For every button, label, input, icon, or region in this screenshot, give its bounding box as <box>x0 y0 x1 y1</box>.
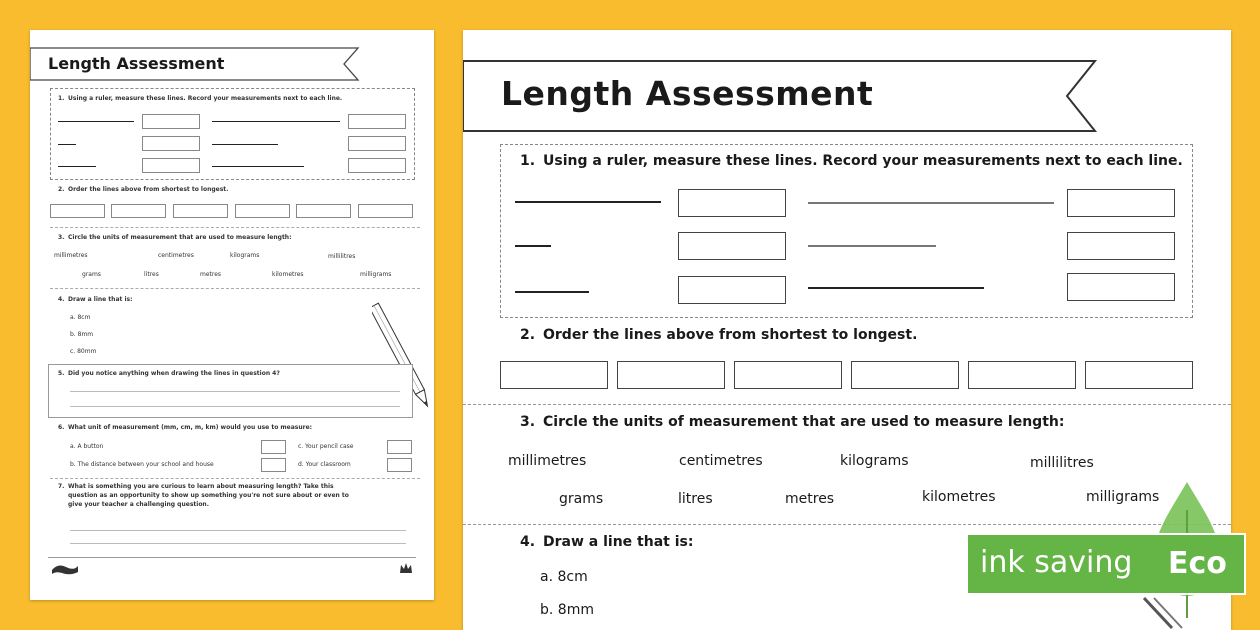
line-a-small <box>58 121 134 122</box>
measurement-box[interactable] <box>678 276 786 304</box>
measure-line-4 <box>808 245 936 247</box>
line-e-small <box>58 166 96 167</box>
q4-option-a: a. 8cm <box>540 569 588 585</box>
line-f-small <box>212 166 304 167</box>
q6-option-a-small: a. A button <box>70 443 104 450</box>
q6-answer-box-small[interactable] <box>387 458 412 472</box>
unit-milligrams[interactable]: milligrams <box>1086 489 1160 505</box>
q4-number-small: 4. <box>58 296 65 303</box>
eco-label: Eco <box>1168 546 1227 581</box>
writing-line-small <box>70 391 400 392</box>
q4-text-small: Draw a line that is: <box>68 296 133 303</box>
unit-kilograms[interactable]: kilograms <box>840 453 909 469</box>
writing-line-small <box>70 530 406 531</box>
answer-box-small[interactable] <box>142 158 200 173</box>
section-divider <box>463 404 1231 405</box>
q1-text: Using a ruler, measure these lines. Record your measurements next to each line. <box>543 153 1183 169</box>
answer-box-small[interactable] <box>142 136 200 151</box>
answer-box-small[interactable] <box>348 114 406 129</box>
q2-text-small: Order the lines above from shortest to longest. <box>68 186 229 193</box>
page-title: Length Assessment <box>501 74 874 113</box>
logo-icon <box>50 562 80 576</box>
unit-milligrams-small[interactable]: milligrams <box>360 271 392 278</box>
order-box-small[interactable] <box>50 204 105 218</box>
pen-nib-icon <box>1138 596 1198 630</box>
measure-line-2 <box>808 202 1054 204</box>
ink-saving-label: ink saving <box>980 545 1133 580</box>
q3-text-small: Circle the units of measurement that are used to measure length: <box>68 234 292 241</box>
q6-number-small: 6. <box>58 424 65 431</box>
order-box-4[interactable] <box>851 361 959 389</box>
unit-millimetres-small[interactable]: millimetres <box>54 252 88 259</box>
q2-number: 2. <box>520 327 536 343</box>
order-box-small[interactable] <box>235 204 290 218</box>
measurement-box[interactable] <box>678 189 786 217</box>
unit-kilometres[interactable]: kilometres <box>922 489 996 505</box>
order-box-small[interactable] <box>358 204 413 218</box>
worksheet-preview-small <box>30 30 434 600</box>
order-box-1[interactable] <box>500 361 608 389</box>
q3-number: 3. <box>520 414 536 430</box>
order-box-2[interactable] <box>617 361 725 389</box>
q7-text-line2-small: question as an opportunity to show up something you're not sure about or even to <box>68 492 349 499</box>
writing-line-small <box>70 406 400 407</box>
q6-answer-box-small[interactable] <box>261 440 286 454</box>
q7-text-line3-small: give your teacher a challenging question. <box>68 501 209 508</box>
q6-answer-box-small[interactable] <box>261 458 286 472</box>
unit-millimetres[interactable]: millimetres <box>508 453 587 469</box>
unit-centimetres[interactable]: centimetres <box>679 453 763 469</box>
q7-text-small: What is something you are curious to learn about measuring length? Take this <box>68 483 334 490</box>
q4-option-b: b. 8mm <box>540 602 594 618</box>
divider-small <box>50 288 420 289</box>
order-box-5[interactable] <box>968 361 1076 389</box>
answer-box-small[interactable] <box>348 158 406 173</box>
unit-kilograms-small[interactable]: kilograms <box>230 252 260 259</box>
unit-metres-small[interactable]: metres <box>200 271 222 278</box>
unit-grams-small[interactable]: grams <box>82 271 101 278</box>
measure-line-3 <box>515 245 551 247</box>
q3-text: Circle the units of measurement that are used to measure length: <box>543 414 1065 430</box>
divider-small <box>50 227 420 228</box>
unit-kilometres-small[interactable]: kilometres <box>272 271 304 278</box>
q4-number: 4. <box>520 534 536 550</box>
divider-small <box>50 478 420 479</box>
section-divider <box>463 524 1231 525</box>
q5-text-small: Did you notice anything when drawing the lines in question 4? <box>68 370 280 377</box>
q3-number-small: 3. <box>58 234 65 241</box>
q1-number-small: 1. <box>58 95 65 102</box>
measurement-box[interactable] <box>1067 189 1175 217</box>
order-box-small[interactable] <box>173 204 228 218</box>
q6-option-b-small: b. The distance between your school and house <box>70 461 214 468</box>
q2-number-small: 2. <box>58 186 65 193</box>
crown-icon <box>398 560 414 576</box>
line-c-small <box>58 144 76 145</box>
q5-number-small: 5. <box>58 370 65 377</box>
footer-rule-small <box>48 557 416 558</box>
unit-litres[interactable]: litres <box>678 491 713 507</box>
q4-text: Draw a line that is: <box>543 534 694 550</box>
page-title-small: Length Assessment <box>48 54 225 73</box>
q1-text-small: Using a ruler, measure these lines. Record your measurements next to each line. <box>68 95 343 102</box>
answer-box-small[interactable] <box>348 136 406 151</box>
measurement-box[interactable] <box>1067 232 1175 260</box>
unit-millilitres-small[interactable]: millilitres <box>328 253 356 260</box>
unit-metres[interactable]: metres <box>785 491 835 507</box>
q4-option-b-small: b. 8mm <box>70 331 94 338</box>
measure-line-1 <box>515 201 661 203</box>
q7-number-small: 7. <box>58 483 65 490</box>
order-box-small[interactable] <box>111 204 166 218</box>
q4-option-c-small: c. 80mm <box>70 348 97 355</box>
order-box-6[interactable] <box>1085 361 1193 389</box>
q2-text: Order the lines above from shortest to longest. <box>543 327 918 343</box>
q6-option-d-small: d. Your classroom <box>298 461 351 468</box>
q6-option-c-small: c. Your pencil case <box>298 443 354 450</box>
q1-number: 1. <box>520 153 536 169</box>
line-d-small <box>212 144 278 145</box>
order-box-3[interactable] <box>734 361 842 389</box>
unit-grams[interactable]: grams <box>559 491 604 507</box>
measure-line-6 <box>808 287 984 289</box>
q6-text-small: What unit of measurement (mm, cm, m, km) would you use to measure: <box>68 424 313 431</box>
measurement-box[interactable] <box>1067 273 1175 301</box>
writing-line-small <box>70 543 406 544</box>
line-b-small <box>212 121 340 122</box>
q6-answer-box-small[interactable] <box>387 440 412 454</box>
measure-line-5 <box>515 291 589 293</box>
order-box-small[interactable] <box>296 204 351 218</box>
q4-option-a-small: a. 8cm <box>70 314 91 321</box>
unit-millilitres[interactable]: millilitres <box>1030 455 1094 471</box>
measurement-box[interactable] <box>678 232 786 260</box>
answer-box-small[interactable] <box>142 114 200 129</box>
unit-litres-small[interactable]: litres <box>144 271 159 278</box>
unit-centimetres-small[interactable]: centimetres <box>158 252 194 259</box>
